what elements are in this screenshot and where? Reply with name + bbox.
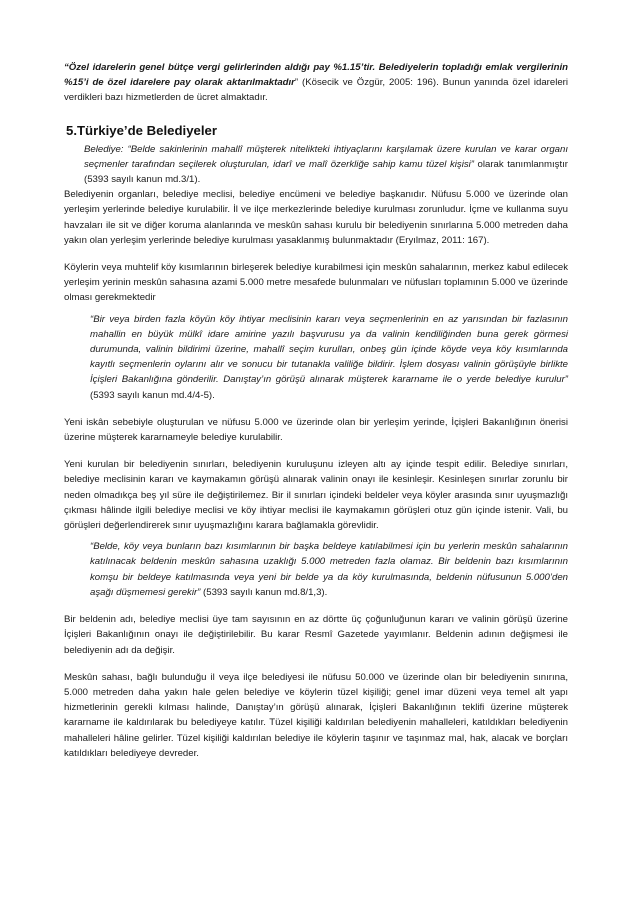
quote-village-text: “Bir veya birden fazla köyün köy ihtiyar meclisinin kararı veya seçmenlerinin en az yarısından bir fazlasının mahallin en büyük mülkî idare amirine yazılı başvurusu ya da valinin kendiliğinden buna gerek görmesi durumunda, valinin bildirimi üzerine, mahallî seçim kurulları, onbeş gün içinde köyde veya köy kısımlarında kayıtlı seçmenlerin oylarını alır ve sonucu bir tutanakla valiliğe bildirir. İşlem dosyası valinin görüşüyle birlikte İçişleri Bakanlığına gönderilir. Danıştay’ın görüşü alınarak müşterek kararname ile o yerde belediye kurulur” — [90, 313, 568, 386]
intro-citation: ” (Kösecik ve Özgür, 2005: 196). — [294, 77, 439, 89]
paragraph-organs: Belediyenin organları, belediye meclisi, belediye encümeni ve belediye başkanıdır. Nüfusu 5.000 ve üzerinde olan yerleşim yerlerinde belediye kurulabilir. İl ve ilçe merkezlerinde belediye kurulması zorunludur. İçme ve kullanma suyu havzaları ile sit ve diğer koruma alanlarında ve meskûn sahası kurulu bir belediyenin sınırlarına 5.000 metreden daha yakın olan yerleşim yerlerinde belediye kurulması yasaklanmış bulunmaktadır (Eryılmaz, 2011: 167). — [64, 189, 568, 246]
intro-quote: “Özel idarelerin genel bütçe vergi gelirlerinden aldığı pay %1.15’tir. Belediyelerin topladığı emlak vergilerinin %15’i de özel idarelere pay olarak aktarılmaktadır — [64, 62, 568, 89]
definition-quote: Belediye: “Belde sakinlerinin mahallî müşterek nitelikteki ihtiyaçlarını karşılamak üzere kurulan ve karar organı seçmenler tarafından seçilerek oluşturulan, idarî ve malî özerkliğe sahip kamu tüzel kişisi” — [84, 143, 568, 170]
quote-annexation-citation: (5393 sayılı kanun md.8/1,3). — [200, 586, 328, 598]
paragraph-name-change: Bir beldenin adı, belediye meclisi üye tam sayısının en az dörtte üç çoğunluğunun kararı ve valinin görüşü üzerine İçişleri Bakanlığının onayı ile değiştirilebilir. Bu karar Resmî Gazetede yayımlanır. Beldenin adının değişmesi ile belediyenin adı da değişir. — [64, 614, 568, 656]
intro-line2: Bunun yanında özel idareleri verdikleri bazı hizmetlerden de ücret almaktadır. — [64, 77, 569, 104]
definition-citation: olarak tanımlanmıştır (5393 sayılı kanun md.3/1). — [84, 158, 568, 186]
definition-paragraph — [84, 142, 568, 188]
section-heading: 5.Türkiye’de Belediyeler — [66, 122, 217, 138]
paragraph-merger: Meskûn sahası, bağlı bulunduğu il veya ilçe belediyesi ile nüfusu 50.000 ve üzerinde olan bir belediyenin sınırına, 5.000 metreden daha yakın hale gelen belediye ve köylerin tüzel kişiliği; genel imar düzeni veya temel alt yapı hizmetlerinin gerekli kılması halinde, Danıştay’ın görüşü alınarak, İçişleri Bakanlığının teklifi üzerine müşterek kararname ile kaldırılarak bu belediyeye katılır. Tüzel kişiliği kaldırılan belediyenin mahalleleri, katıldıkları belediyenin mahalleleri hâline gelirler. Tüzel kişiliği kaldırılan belediye ile köylerin taşınır ve taşınmaz mal, hak, alacak ve borçları katıldıkları belediyeye devreder. — [64, 671, 568, 759]
quote-annexation — [90, 539, 568, 600]
quote-village-procedure — [90, 312, 568, 403]
paragraph-new-settlement: Yeni iskân sebebiyle oluşturulan ve nüfusu 5.000 ve üzerinde olan bir yerleşim yerinde, İçişleri Bakanlığının önerisi üzerine müşterek kararnameyle belediye kurulabilir. — [64, 416, 568, 444]
quote-annexation-text: “Belde, köy veya bunların bazı kısımlarının bir başka beldeye katılabilmesi için bu yerlerin meskûn sahalarının katılınacak beldenin meskûn sahasına uzaklığı 5.000 metreden fazla olamaz. Bir beldenin bazı kısımlarının komşu bir beldeye katılmasında veya yeni bir belde ya da köy kurulmasında, beldenin nüfusunun 5.000’den aşağı düşmemesi gerekir” — [90, 541, 568, 598]
paragraph-boundaries: Yeni kurulan bir belediyenin sınırları, belediyenin kuruluşunu izleyen altı ay içinde tespit edilir. Belediye sınırları, belediye meclisinin kararı ve kaymakamın görüşü alınarak valinin onayı ile kesinleşir. Kesinleşen sınırlar zorunlu bir neden olmadıkça beş yıl süre ile değiştirilemez. Bir il sınırları içindeki beldeler veya köyler arasında sınır uyuşmazlığı çıkması hâlinde ilgili belediye meclisi ve köy ihtiyar meclisi ile kaymakamın görüşleri otuz gün içinde istenir. Vali, bu görüşleri değerlendirerek sınır uyuşmazlığını karara bağlamakla görevlidir. — [64, 459, 568, 532]
paragraph-villages: Köylerin veya muhtelif köy kısımlarının birleşerek belediye kurabilmesi için meskûn sahalarının, merkez kabul edilecek yerleşim yerinin meskûn sahasına azami 5.000 metre mesafede bulunmaları ve nüfusları toplamının 5.000 ve üzerinde olması gerekmektedir — [64, 262, 568, 304]
document-page — [64, 60, 568, 761]
intro-paragraph — [64, 60, 568, 106]
quote-village-citation: (5393 sayılı kanun md.4/4-5). — [90, 389, 215, 401]
